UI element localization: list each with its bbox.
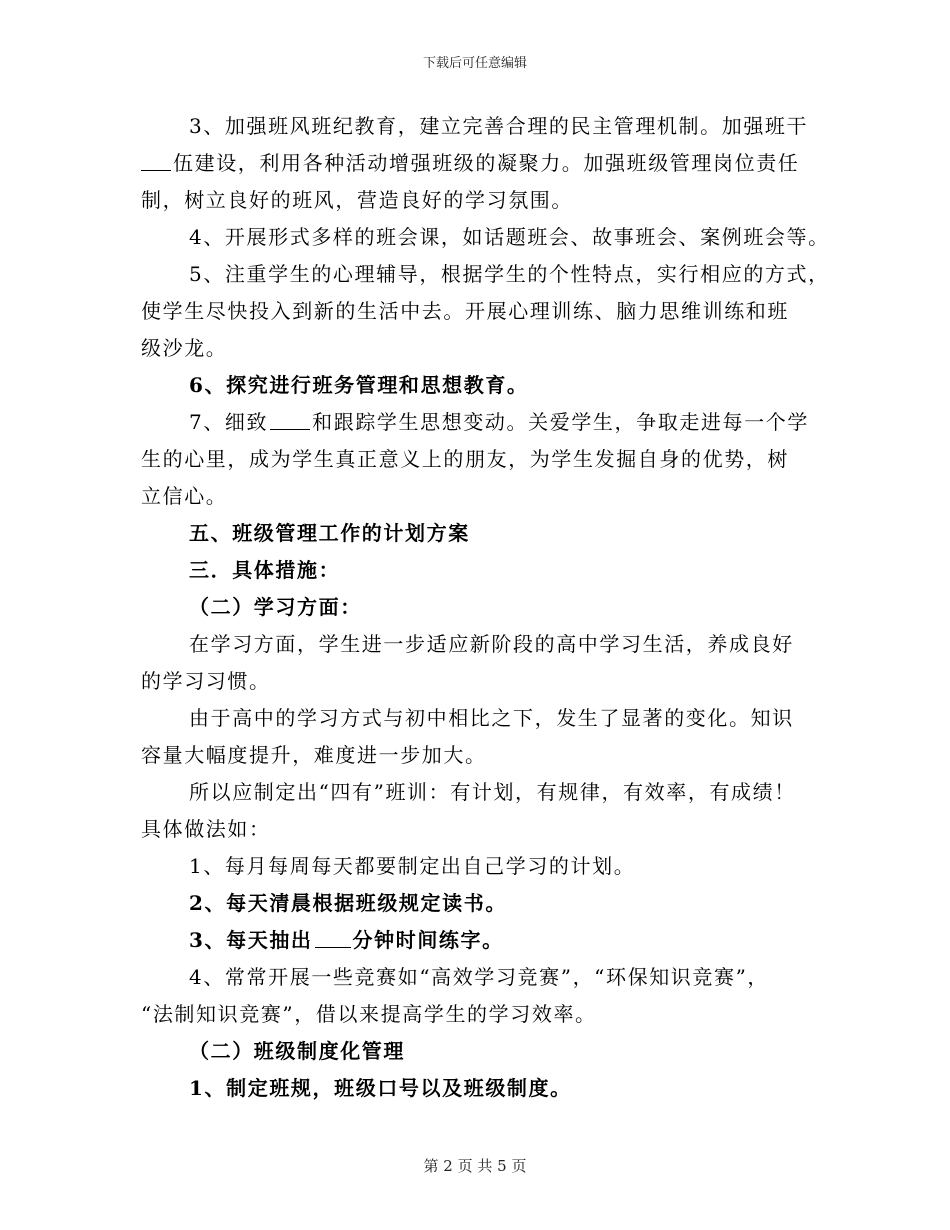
paragraph-7-line-1 (141, 404, 811, 441)
study-paragraph-2-line-2: 容量大幅度提升，难度进一步加大。 (141, 743, 487, 767)
paragraph-3-line-2-text: 伍建设，利用各种活动增强班级的凝聚力。加强班级管理岗位责任 (173, 151, 800, 175)
study-paragraph-3-line-2: 具体做法如： (141, 817, 271, 841)
paragraph-7-line-3: 立信心。 (141, 484, 228, 508)
list-item-3 (141, 922, 811, 959)
heading-study-aspect: （二）学习方面： (189, 595, 362, 619)
list-item-1: 1、每月每周每天都要制定出自己学习的计划。 (189, 854, 636, 878)
list-item-4-line-1: 4、常常开展一些竞赛如“高效学习竞赛”，“环保知识竞赛”， (189, 965, 770, 989)
page-footer: 第 2 页 共 5 页 (423, 1157, 527, 1175)
heading-specific-measures: 三．具体措施： (189, 558, 341, 582)
list-item-4-line-2: “法制知识竞赛”，借以来提高学生的学习效率。 (141, 1002, 597, 1026)
paragraph-7-line-2: 生的心里，成为学生真正意义上的朋友，为学生发掘自身的优势，树 (141, 447, 789, 471)
study-paragraph-2-line-1: 由于高中的学习方式与初中相比之下，发生了显著的变化。知识 (189, 706, 794, 730)
heading-class-system-management: （二）班级制度化管理 (189, 1039, 405, 1063)
page-header: 下载后可任意编辑 (422, 56, 527, 71)
paragraph-3-line-1: 3、加强班风班纪教育，建立完善合理的民主管理机制。加强班干 (189, 114, 809, 138)
list-item-3-start: 3、每天抽出 (189, 928, 313, 952)
list-item-3-end: 分钟时间练字。 (352, 928, 504, 952)
fill-in-blank (141, 150, 171, 171)
fill-in-blank (270, 409, 310, 430)
paragraph-7-line-1-start: 7、细致 (189, 410, 269, 434)
document-body (141, 108, 830, 1107)
list-item-2: 2、每天清晨根据班级规定读书。 (189, 891, 507, 915)
heading-section-five: 五、班级管理工作的计划方案 (189, 521, 470, 545)
paragraph-5-line-3: 级沙龙。 (141, 336, 228, 360)
paragraph-3-line-2 (141, 145, 811, 182)
study-paragraph-3-line-1: 所以应制定出“四有”班训：有计划，有规律，有效率，有成绩！ (189, 780, 796, 804)
paragraph-6-line-1: 6、探究进行班务管理和思想教育。 (189, 373, 529, 397)
study-paragraph-1-line-2: 的学习习惯。 (141, 669, 271, 693)
paragraph-3-line-3: 制，树立良好的班风，营造良好的学习氛围。 (141, 188, 573, 212)
paragraph-4-line-1: 4、开展形式多样的班会课，如话题班会、故事班会、案例班会等。 (189, 225, 830, 249)
fill-in-blank (315, 927, 351, 948)
study-paragraph-1-line-1: 在学习方面，学生进一步适应新阶段的高中学习生活，养成良好 (189, 632, 794, 656)
paragraph-5-line-2: 使学生尽快投入到新的生活中去。开展心理训练、脑力思维训练和班 (141, 299, 789, 323)
paragraph-7-line-1-end: 和跟踪学生思想变动。关爱学生，争取走进每一个学 (312, 410, 809, 434)
class-item-1: 1、制定班规，班级口号以及班级制度。 (189, 1076, 572, 1100)
paragraph-5-line-1: 5、注重学生的心理辅导，根据学生的个性特点，实行相应的方式， (189, 262, 830, 286)
